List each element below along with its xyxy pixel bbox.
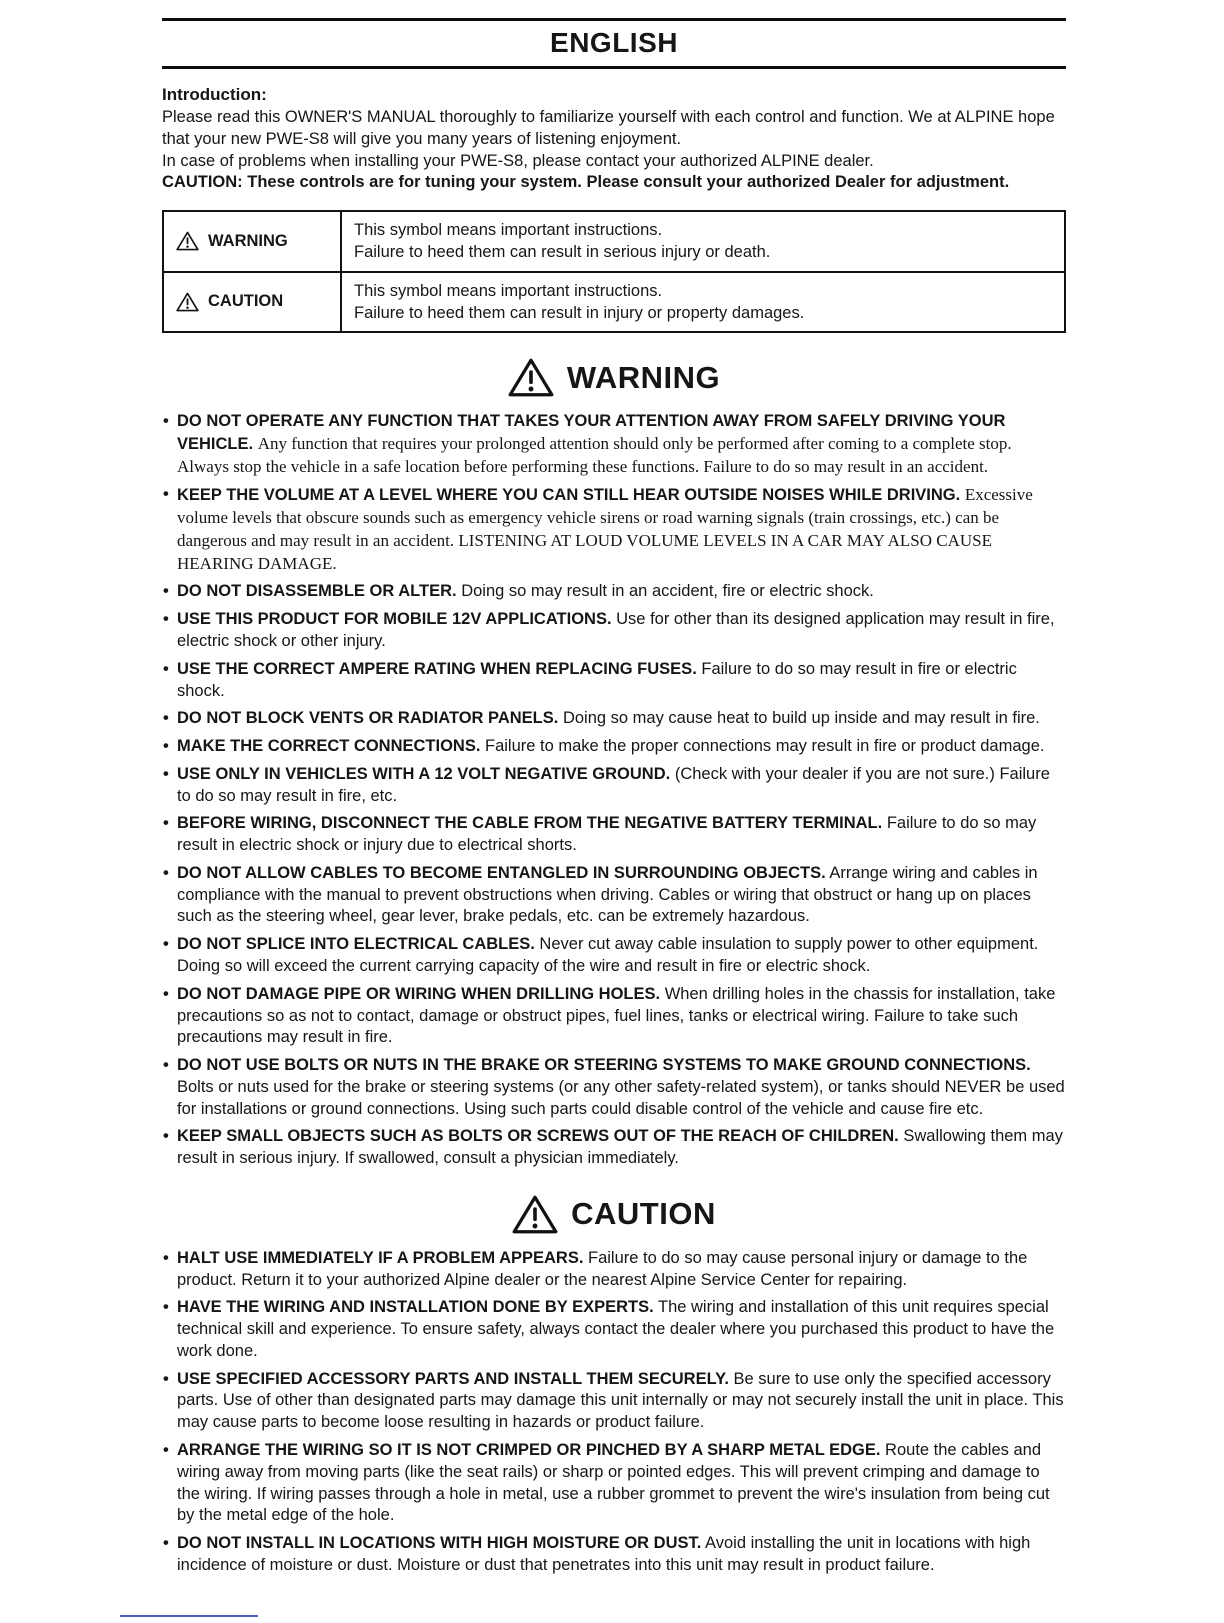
caution-item-text: The wiring and installation of this unit requires special technical skill and experience. To ensure safety, always contact the dealer where you purchased this product to have the work done.	[177, 1298, 1055, 1360]
warning-item-text: Failure to do so may result in fire or electric shock.	[177, 659, 1017, 700]
warning-item-text: When drilling holes in the chassis for installation, take precautions so as not to contact, damage or obstruct pipes, fuel lines, tanks or electrical wiring. Failure to take such precautions may result in fire.	[177, 984, 1056, 1047]
warning-item-text: Swallowing them may result in serious injury. If swallowed, consult a physician immediately.	[177, 1127, 1063, 1168]
warning-list-item	[162, 659, 1066, 703]
warning-triangle-icon	[176, 231, 199, 251]
caution-list-item	[162, 1440, 1066, 1527]
caution-list-item	[162, 1248, 1066, 1292]
table-row-caution	[163, 272, 1065, 333]
warning-item-lead: DO NOT DAMAGE PIPE OR WIRING WHEN DRILLING HOLES.	[177, 984, 661, 1003]
warning-item-lead: DO NOT USE BOLTS OR NUTS IN THE BRAKE OR STEERING SYSTEMS TO MAKE GROUND CONNECTIONS.	[177, 1056, 1031, 1075]
warning-list-item	[162, 764, 1066, 808]
warning-section-heading	[162, 357, 1066, 398]
caution-heading-text: CAUTION	[571, 1196, 716, 1232]
warning-item-lead: USE THIS PRODUCT FOR MOBILE 12V APPLICATIONS.	[177, 610, 612, 629]
caution-item-lead: DO NOT INSTALL IN LOCATIONS WITH HIGH MOISTURE OR DUST.	[177, 1534, 702, 1553]
warning-list-item	[162, 736, 1066, 758]
warning-list-item	[162, 934, 1066, 978]
warning-list-item	[162, 484, 1066, 575]
warning-item-text: Failure to make the proper connections may result in fire or product damage.	[485, 737, 1045, 756]
caution-list	[162, 1248, 1066, 1577]
caution-item-lead: USE SPECIFIED ACCESSORY PARTS AND INSTALL THEM SECURELY.	[177, 1369, 729, 1388]
caution-triangle-icon	[176, 292, 199, 312]
warning-list-item	[162, 609, 1066, 653]
page-title: ENGLISH	[550, 27, 678, 58]
warning-item-text: Never cut away cable insulation to supply power to other equipment. Doing so will exceed the current carrying capacity of the wire and result in fire or electric shock.	[177, 935, 1039, 975]
warning-item-text: Doing so may result in an accident, fire or electric shock.	[461, 582, 874, 601]
caution-item-lead: HALT USE IMMEDIATELY IF A PROBLEM APPEARS.	[177, 1248, 584, 1267]
warning-symbol-label: WARNING	[208, 231, 288, 250]
introduction-heading: Introduction:	[162, 85, 267, 104]
warning-heading-text: WARNING	[566, 359, 721, 395]
warning-item-lead: BEFORE WIRING, DISCONNECT THE CABLE FROM THE NEGATIVE BATTERY TERMINAL.	[177, 814, 883, 833]
intro-paragraph-1: Please read this OWNER'S MANUAL thoroughly to familiarize yourself with each control and function. We at ALPINE hope that your new PWE-S8 will give you many years of listening enjoyment.	[162, 108, 1055, 148]
symbol-legend-table	[162, 210, 1066, 333]
warning-item-lead: DO NOT ALLOW CABLES TO BECOME ENTANGLED IN SURROUNDING OBJECTS.	[177, 863, 826, 882]
warning-symbol-line2: Failure to heed them can result in serious injury or death.	[354, 243, 771, 262]
warning-item-lead: KEEP THE VOLUME AT A LEVEL WHERE YOU CAN STILL HEAR OUTSIDE NOISES WHILE DRIVING.	[177, 486, 961, 505]
warning-list-item	[162, 581, 1066, 603]
warning-item-lead: USE THE CORRECT AMPERE RATING WHEN REPLACING FUSES.	[177, 659, 697, 678]
title-underline-rule	[162, 66, 1066, 69]
intro-caution-note: CAUTION: These controls are for tuning your system. Please consult your authorized Dealer for adjustment.	[162, 173, 1010, 192]
caution-triangle-icon	[512, 1194, 558, 1235]
warning-item-lead: USE ONLY IN VEHICLES WITH A 12 VOLT NEGATIVE GROUND.	[177, 764, 671, 783]
warning-list	[162, 411, 1066, 1170]
intro-paragraph-2: In case of problems when installing your PWE-S8, please contact your authorized ALPINE dealer.	[162, 151, 874, 170]
warning-item-text: (Check with your dealer if you are not sure.) Failure to do so may result in fire, etc.	[177, 764, 1050, 805]
warning-item-lead: DO NOT SPLICE INTO ELECTRICAL CABLES.	[177, 935, 535, 954]
page-header	[162, 18, 1066, 69]
warning-item-text: Any function that requires your prolonged attention should only be performed after coming to a complete stop. Always stop the vehicle in a safe location before performing these functions. Failure to do so may result in an accident.	[177, 433, 1012, 476]
caution-symbol-cell	[163, 272, 341, 333]
warning-item-lead: DO NOT DISASSEMBLE OR ALTER.	[177, 582, 457, 601]
warning-list-item	[162, 813, 1066, 857]
warning-item-text: Bolts or nuts used for the brake or steering systems (or any other safety-related system), or tanks should NEVER be used for installations or ground connections. Using such parts could disable control of the vehicle and cause fire etc.	[177, 1077, 1065, 1118]
caution-item-text: Route the cables and wiring away from moving parts (like the seat rails) or sharp or pointed edges. This will prevent crimping and damage to the wiring. If wiring passes through a hole in metal, use a rubber grommet to prevent the wire's insulation from being cut by the metal edge of the hole.	[177, 1440, 1050, 1525]
caution-symbol-label: CAUTION	[208, 292, 284, 311]
warning-item-text: Excessive volume levels that obscure sounds such as emergency vehicle sirens or road warning signals (train crossings, etc.) can be dangerous and may result in an accident. LISTENING AT LOUD VOLUME LEVELS IN A CAR MAY ALSO CAUSE HEARING DAMAGE.	[177, 485, 1033, 573]
caution-section-heading	[162, 1194, 1066, 1235]
warning-list-item	[162, 984, 1066, 1049]
caution-symbol-line1: This symbol means important instructions.	[354, 281, 663, 300]
caution-item-text: Avoid installing the unit in locations with high incidence of moisture or dust. Moisture or dust that penetrates into this unit may result in product failure.	[177, 1534, 1031, 1574]
footer-underline-artifact	[120, 1615, 258, 1617]
caution-list-item	[162, 1369, 1066, 1434]
caution-list-item	[162, 1533, 1066, 1577]
caution-item-text: Be sure to use only the specified accessory parts. Use of other than designated parts may damage this unit internally or may not securely install the unit in place. This may cause parts to become loose resulting in hazards or product failure.	[177, 1369, 1064, 1432]
warning-item-text: Arrange wiring and cables in compliance with the manual to prevent obstructions when driving. Cables or wiring that obstruct or hang up on places such as the steering wheel, gear lever, brake pedals, etc. can be extremely hazardous.	[177, 863, 1038, 926]
warning-list-item	[162, 411, 1066, 478]
introduction-section	[162, 85, 1066, 194]
top-rule	[162, 18, 1066, 21]
warning-item-text: Doing so may cause heat to build up inside and may result in fire.	[562, 709, 1040, 728]
warning-symbol-description	[341, 211, 1065, 272]
caution-item-lead: ARRANGE THE WIRING SO IT IS NOT CRIMPED OR PINCHED BY A SHARP METAL EDGE.	[177, 1440, 881, 1459]
warning-item-lead: DO NOT OPERATE ANY FUNCTION THAT TAKES YOUR ATTENTION AWAY FROM SAFELY DRIVING YOUR VEHICLE.	[177, 412, 1006, 453]
warning-item-lead: DO NOT BLOCK VENTS OR RADIATOR PANELS.	[177, 709, 559, 728]
table-row-warning	[163, 211, 1065, 272]
warning-item-text: Use for other than its designed application may result in fire, electric shock or other injury.	[177, 610, 1055, 651]
warning-triangle-icon	[508, 357, 554, 398]
caution-item-text: Failure to do so may cause personal injury or damage to the product. Return it to your authorized Alpine dealer or the nearest Alpine Service Center for repairing.	[177, 1248, 1028, 1289]
caution-symbol-line2: Failure to heed them can result in injury or property damages.	[354, 303, 805, 322]
warning-list-item	[162, 1055, 1066, 1120]
warning-item-lead: KEEP SMALL OBJECTS SUCH AS BOLTS OR SCREWS OUT OF THE REACH OF CHILDREN.	[177, 1127, 899, 1146]
warning-list-item	[162, 1126, 1066, 1170]
warning-list-item	[162, 708, 1066, 730]
warning-item-text: Failure to do so may result in electric shock or injury due to electrical shorts.	[177, 814, 1037, 855]
caution-item-lead: HAVE THE WIRING AND INSTALLATION DONE BY EXPERTS.	[177, 1298, 654, 1317]
warning-item-lead: MAKE THE CORRECT CONNECTIONS.	[177, 737, 481, 756]
caution-symbol-description	[341, 272, 1065, 333]
warning-list-item	[162, 863, 1066, 928]
caution-list-item	[162, 1297, 1066, 1362]
warning-symbol-cell	[163, 211, 341, 272]
warning-symbol-line1: This symbol means important instructions.	[354, 221, 663, 240]
